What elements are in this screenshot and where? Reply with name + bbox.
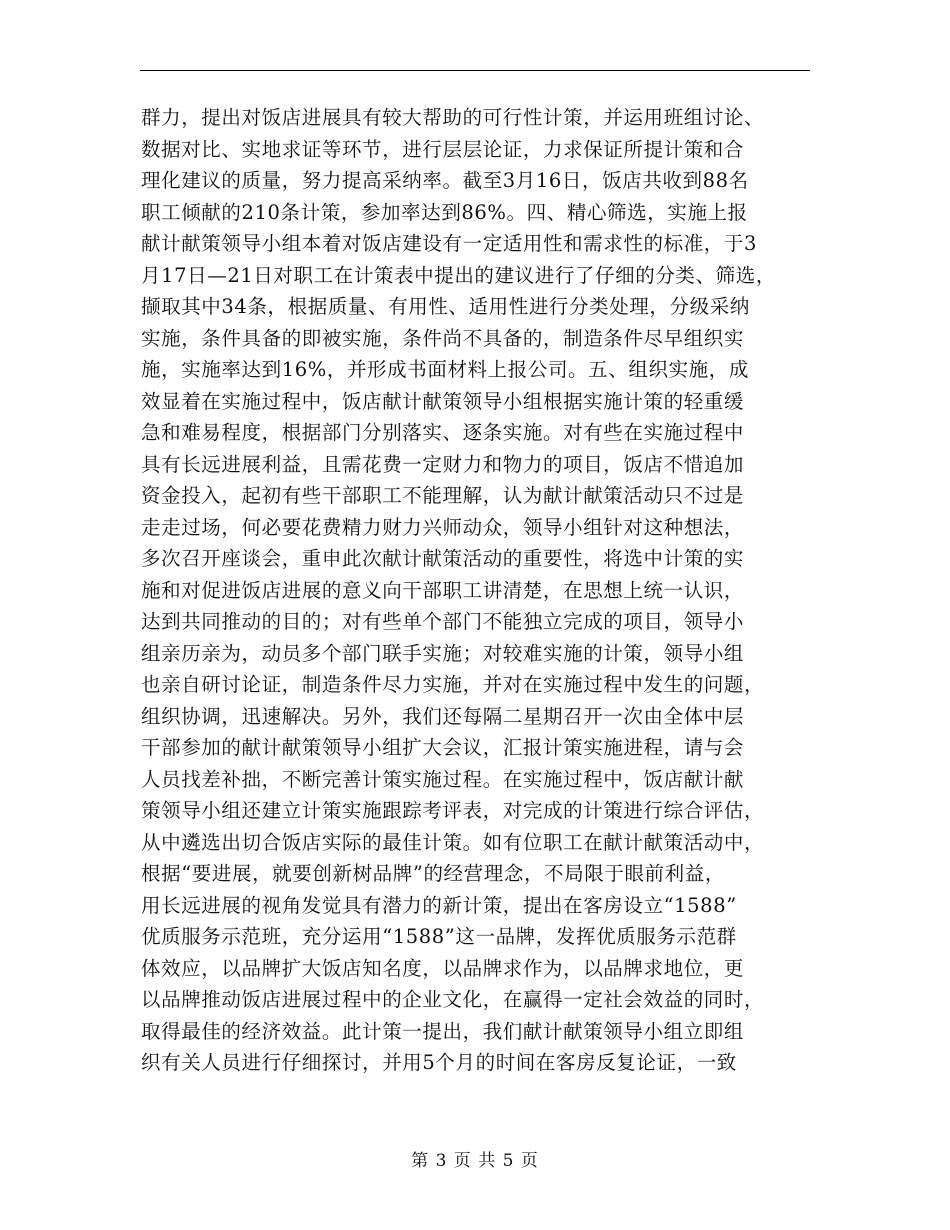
text-line: 理化建议的质量，努力提高采纳率。截至3月16日，饭店共收到88名 xyxy=(141,169,749,192)
text-line: 从中遴选出切合饭店实际的最佳计策。如有位职工在献计献策活动中， xyxy=(141,830,765,854)
text-line: 根据“要进展，就要创新树品牌”的经营理念，不局限于眼前利益， xyxy=(141,862,725,885)
text-line: 月17日—21日对职工在计策表中提出的建议进行了仔细的分类、筛选， xyxy=(141,263,776,287)
body-paragraph xyxy=(141,102,817,1079)
text-line: 以品牌推动饭店进展过程中的企业文化，在赢得一定社会效益的同时， xyxy=(141,988,765,1011)
text-line: 人员找差补拙，不断完善计策实施过程。在实施过程中，饭店献计献 xyxy=(141,767,745,791)
text-line: 职工倾献的210条计策，参加率达到86%。四、精心筛选，实施上报 xyxy=(141,200,748,224)
text-line: 具有长远进展利益，且需花费一定财力和物力的项目，饭店不惜追加 xyxy=(141,452,745,476)
text-line: 优质服务示范班，充分运用“1588”这一品牌，发挥优质服务示范群 xyxy=(141,925,737,948)
text-line: 施和对促进饭店进展的意义向干部职工讲清楚，在思想上统一认识， xyxy=(141,578,745,602)
text-line: 多次召开座谈会，重申此次献计献策活动的重要性，将选中计策的实 xyxy=(141,547,745,570)
text-line: 组织协调，迅速解决。另外，我们还每隔二星期召开一次由全体中层 xyxy=(141,704,745,728)
page-number-footer: 第 3 页 共 5 页 xyxy=(411,1151,539,1171)
text-line: 走走过场，何必要花费精力财力兴师动众，领导小组针对这种想法， xyxy=(141,515,745,539)
text-line: 体效应，以品牌扩大饭店知名度，以品牌求作为，以品牌求地位，更 xyxy=(141,956,745,980)
text-line: 取得最佳的经济效益。此计策一提出，我们献计献策领导小组立即组 xyxy=(141,1019,745,1043)
text-line: 撷取其中34条，根据质量、有用性、适用性进行分类处理，分级采纳 xyxy=(141,295,750,318)
text-line: 施，实施率达到16%，并形成书面材料上报公司。五、组织实施，成 xyxy=(141,358,749,381)
header-rule xyxy=(140,70,810,71)
text-line: 达到共同推动的目的；对有些单个部门不能独立完成的项目，领导小 xyxy=(141,610,745,633)
text-line: 数据对比、实地求证等环节，进行层层论证，力求保证所提计策和合 xyxy=(141,137,745,161)
text-line: 组亲历亲为，动员多个部门联手实施；对较难实施的计策，领导小组 xyxy=(141,641,745,665)
text-line: 实施，条件具备的即被实施，条件尚不具备的，制造条件尽早组织实 xyxy=(141,326,745,350)
text-line: 群力，提出对饭店进展具有较大帮助的可行性计策，并运用班组讨论、 xyxy=(141,106,765,129)
text-line: 献计献策领导小组本着对饭店建设有一定适用性和需求性的标准，于3 xyxy=(141,232,758,255)
text-line: 织有关人员进行仔细探讨，并用5个月的时间在客房反复论证，一致 xyxy=(141,1051,737,1074)
text-line: 用长远进展的视角发觉具有潜力的新计策，提出在客房设立“1588” xyxy=(141,893,737,917)
text-line: 效显着在实施过程中，饭店献计献策领导小组根据实施计策的轻重缓 xyxy=(141,389,745,413)
text-line: 急和难易程度，根据部门分别落实、逐条实施。对有些在实施过程中 xyxy=(141,421,745,444)
text-line: 策领导小组还建立计策实施跟踪考评表，对完成的计策进行综合评估， xyxy=(141,799,765,822)
text-line: 也亲自研讨论证，制造条件尽力实施，并对在实施过程中发生的问题， xyxy=(141,673,765,696)
text-line: 干部参加的献计献策领导小组扩大会议，汇报计策实施进程，请与会 xyxy=(141,736,745,759)
text-line: 资金投入，起初有些干部职工不能理解，认为献计献策活动只不过是 xyxy=(141,484,745,507)
